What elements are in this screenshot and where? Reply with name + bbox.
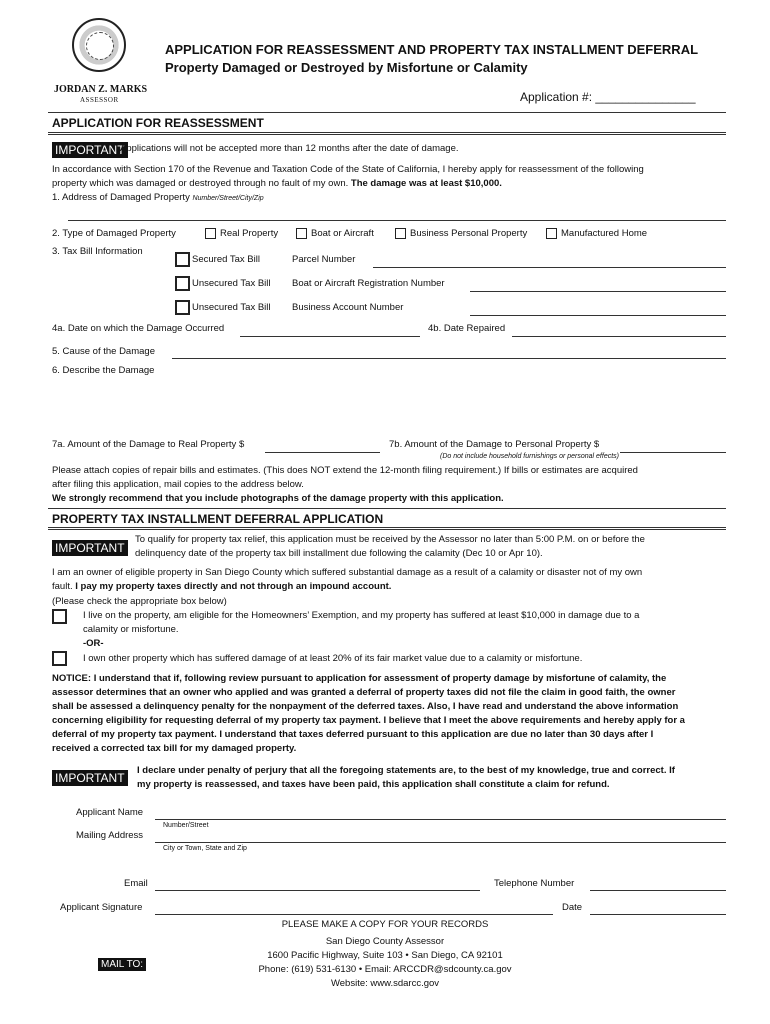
business-property-label: Business Personal Property bbox=[410, 228, 528, 239]
applicant-name-input-line[interactable] bbox=[155, 819, 726, 820]
owner-statement: I am an owner of eligible property in San Diego County which suffered substantial damage as a result of a calamity or disaster not of my own bbox=[52, 567, 643, 578]
q3-label: 3. Tax Bill Information bbox=[52, 246, 143, 257]
check-instruction: (Please check the appropriate box below) bbox=[52, 596, 227, 607]
deferral-deadline-text-2: delinquency date of the property tax bill installment due following the calamity (Dec 10 or Apr 10). bbox=[135, 548, 543, 559]
notice-line: concerning eligibility for requesting deferral of my property tax payment. I believe that I meet the above requirements and hereby apply for a bbox=[52, 715, 685, 726]
county-seal bbox=[72, 18, 126, 72]
q7a-label: 7a. Amount of the Damage to Real Property $ bbox=[52, 439, 245, 450]
important-badge: IMPORTANT bbox=[52, 142, 128, 158]
unsecured-tax-bill-checkbox[interactable] bbox=[175, 276, 190, 291]
divider bbox=[48, 527, 726, 530]
q7b-label: 7b. Amount of the Damage to Personal Property $ bbox=[389, 439, 600, 450]
secured-tax-bill-label: Secured Tax Bill bbox=[192, 254, 260, 265]
city-hint: City or Town, State and Zip bbox=[163, 845, 247, 852]
secured-tax-bill-checkbox[interactable] bbox=[175, 252, 190, 267]
notice-line: deferral of my property tax payment. I understand that taxes deferred pursuant to this application are due no later than 30 days after I bbox=[52, 729, 654, 740]
page-title: APPLICATION FOR REASSESSMENT AND PROPERTY TAX INSTALLMENT DEFERRAL bbox=[165, 42, 699, 57]
real-property-label: Real Property bbox=[220, 228, 279, 239]
boat-aircraft-checkbox[interactable] bbox=[296, 228, 307, 239]
divider bbox=[48, 132, 726, 135]
application-number-field[interactable]: Application #: _______________ bbox=[520, 90, 696, 104]
q4b-label: 4b. Date Repaired bbox=[428, 323, 506, 334]
mail-to-label: MAIL TO: bbox=[98, 958, 146, 971]
signature-input-line[interactable] bbox=[155, 914, 553, 915]
q6-label: 6. Describe the Damage bbox=[52, 365, 155, 376]
notice-line: shall be assessed a delinquency penalty for the nonpayment of the deferred taxes. Also, I have read and understand the above information bbox=[52, 701, 679, 712]
address-input-line[interactable] bbox=[68, 220, 726, 221]
business-account-label: Business Account Number bbox=[292, 302, 404, 313]
assessor-title: ASSESSOR bbox=[80, 96, 119, 104]
mail-website: Website: www.sdarcc.gov bbox=[330, 978, 440, 989]
registration-number-input-line[interactable] bbox=[470, 291, 726, 292]
street-hint: Number/Street bbox=[163, 822, 209, 829]
applicant-name-label: Applicant Name bbox=[76, 807, 144, 818]
homeowner-option-text: I live on the property, am eligible for the Homeowners’ Exemption, and my property has suffered at least $10,000 in damage due to a bbox=[83, 610, 640, 621]
boat-aircraft-label: Boat or Aircraft bbox=[311, 228, 374, 239]
date-label: Date bbox=[562, 902, 583, 913]
describe-damage-area[interactable] bbox=[52, 380, 726, 432]
section-heading-deferral: PROPERTY TAX INSTALLMENT DEFERRAL APPLICATION bbox=[52, 512, 384, 526]
owner-statement-2: fault. I pay my property taxes directly and not through an impound account. bbox=[52, 581, 392, 592]
mailing-address-label: Mailing Address bbox=[76, 830, 144, 841]
telephone-label: Telephone Number bbox=[494, 878, 575, 889]
copy-note: PLEASE MAKE A COPY FOR YOUR RECORDS bbox=[281, 919, 489, 930]
mailing-street-input-line[interactable] bbox=[155, 842, 726, 843]
mail-office: San Diego County Assessor bbox=[325, 936, 445, 947]
assessor-name: JORDAN Z. MARKS bbox=[54, 84, 148, 95]
notice-line: assessor determines that an owner who applied and was granted a deferral of property taxes did not file the claim in good faith, the owner bbox=[52, 687, 676, 698]
divider bbox=[48, 508, 726, 509]
cause-input-line[interactable] bbox=[172, 358, 726, 359]
parcel-number-label: Parcel Number bbox=[292, 254, 356, 265]
real-property-checkbox[interactable] bbox=[205, 228, 216, 239]
unsecured-tax-bill-business-checkbox[interactable] bbox=[175, 300, 190, 315]
q4a-label: 4a. Date on which the Damage Occurred bbox=[52, 323, 225, 334]
important-text: Applications will not be accepted more than 12 months after the date of damage. bbox=[120, 143, 459, 154]
date-repaired-input-line[interactable] bbox=[512, 336, 726, 337]
mail-contact: Phone: (619) 531-6130 • Email: ARCCDR@sdcounty.ca.gov bbox=[258, 964, 512, 975]
intro-text-2: property which was damaged or destroyed through no fault of my own. The damage was at least $10,000. bbox=[52, 178, 502, 189]
or-separator: -OR- bbox=[83, 638, 104, 649]
important-badge-perjury: IMPORTANT bbox=[52, 770, 128, 786]
other-property-option-checkbox[interactable] bbox=[52, 651, 67, 666]
other-property-option-text: I own other property which has suffered damage of at least 20% of its fair market value due to a calamity or misfortune. bbox=[83, 653, 583, 664]
personal-property-amount-input-line[interactable] bbox=[620, 452, 726, 453]
section-heading-reassessment: APPLICATION FOR REASSESSMENT bbox=[52, 116, 264, 130]
unsecured-tax-bill-business-label: Unsecured Tax Bill bbox=[192, 302, 271, 313]
business-property-checkbox[interactable] bbox=[395, 228, 406, 239]
telephone-input-line[interactable] bbox=[590, 890, 726, 891]
signature-label: Applicant Signature bbox=[60, 902, 143, 913]
manufactured-home-label: Manufactured Home bbox=[561, 228, 648, 239]
date-damage-input-line[interactable] bbox=[240, 336, 420, 337]
mail-address: 1600 Pacific Highway, Suite 103 • San Diego, CA 92101 bbox=[267, 950, 503, 961]
q1-label: 1. Address of Damaged Property Number/Street/City/Zip bbox=[52, 192, 264, 203]
attach-text: Please attach copies of repair bills and estimates. (This does NOT extend the 12-month filing requirement.) If bills or estimates are acquired bbox=[52, 465, 638, 476]
divider bbox=[48, 112, 726, 113]
real-property-amount-input-line[interactable] bbox=[265, 452, 380, 453]
notice-line: NOTICE: I understand that if, following review pursuant to application for assessment of property damage by misfortune of calamity, the bbox=[52, 673, 667, 684]
registration-number-label: Boat or Aircraft Registration Number bbox=[292, 278, 445, 289]
intro-text: In accordance with Section 170 of the Revenue and Taxation Code of the State of California, I hereby apply for reassessment of the following bbox=[52, 164, 644, 175]
important-badge-deferral: IMPORTANT bbox=[52, 540, 128, 556]
homeowner-option-checkbox[interactable] bbox=[52, 609, 67, 624]
perjury-statement: I declare under penalty of perjury that all the foregoing statements are, to the best of my knowledge, true and correct. If bbox=[137, 765, 675, 776]
deferral-deadline-text: To qualify for property tax relief, this application must be received by the Assessor no later than 5:00 P.M. on or before the bbox=[135, 534, 645, 545]
photo-recommendation: We strongly recommend that you include photographs of the damage property with this application. bbox=[52, 493, 504, 504]
parcel-number-input-line[interactable] bbox=[373, 267, 726, 268]
homeowner-option-text-2: calamity or misfortune. bbox=[83, 624, 179, 635]
date-input-line[interactable] bbox=[590, 914, 726, 915]
email-label: Email bbox=[124, 878, 148, 889]
unsecured-tax-bill-label: Unsecured Tax Bill bbox=[192, 278, 271, 289]
q5-label: 5. Cause of the Damage bbox=[52, 346, 155, 357]
manufactured-home-checkbox[interactable] bbox=[546, 228, 557, 239]
attach-text-2: after filing this application, mail copies to the address below. bbox=[52, 479, 304, 490]
notice-line: received a corrected tax bill for my damaged property. bbox=[52, 743, 297, 754]
page-subtitle: Property Damaged or Destroyed by Misfortune or Calamity bbox=[165, 60, 528, 75]
q2-label: 2. Type of Damaged Property bbox=[52, 228, 176, 239]
perjury-statement-2: my property is reassessed, and taxes have been paid, this application shall constitute a claim for refund. bbox=[137, 779, 610, 790]
q7b-hint: (Do not include household furnishings or personal effects) bbox=[440, 453, 619, 460]
business-account-input-line[interactable] bbox=[470, 315, 726, 316]
email-input-line[interactable] bbox=[155, 890, 480, 891]
